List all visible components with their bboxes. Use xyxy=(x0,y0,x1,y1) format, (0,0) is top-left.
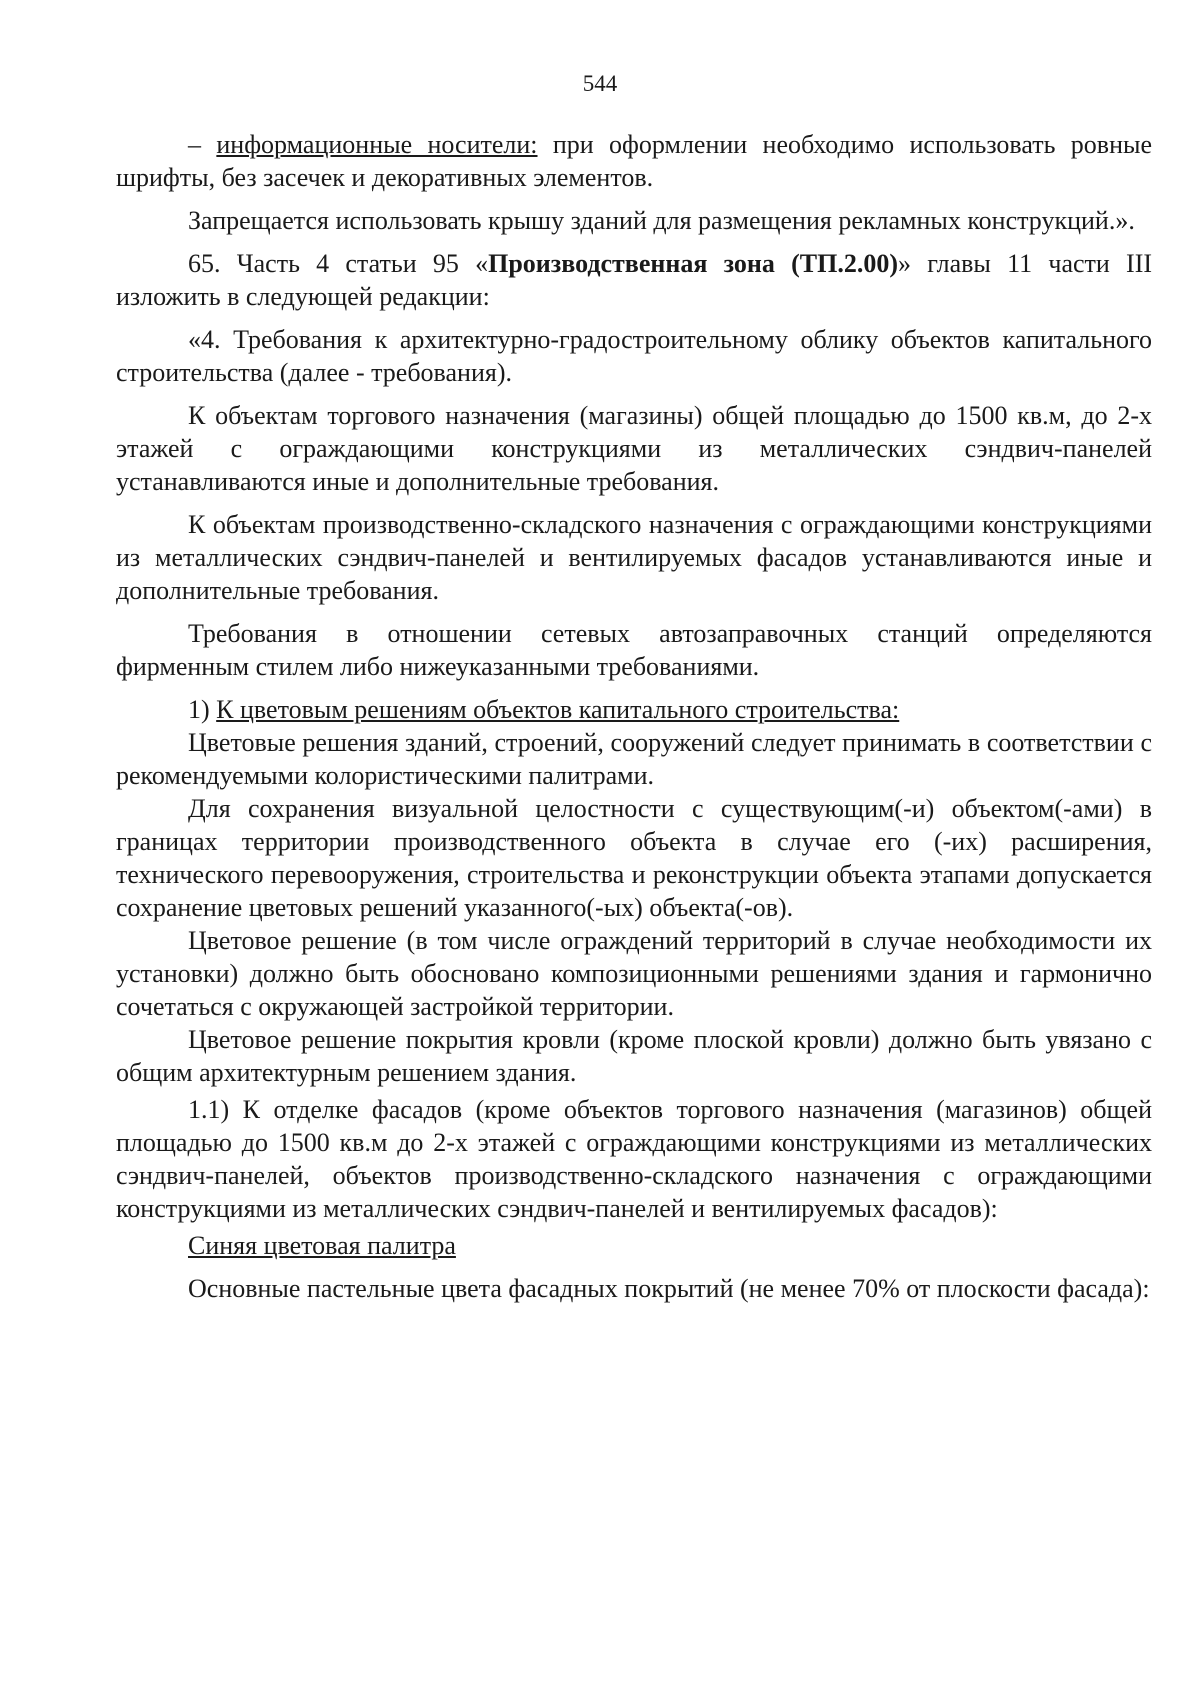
paragraph-color-palettes: Цветовые решения зданий, строений, сооружений следует принимать в соответствии с рекомендуемыми колористическими палитрами. xyxy=(116,728,1152,790)
document-body xyxy=(116,128,1152,1305)
page-number: 544 xyxy=(582,71,618,96)
paragraph-amendment-65 xyxy=(116,247,1152,313)
paragraph-text: при оформлении необходимо использовать ровные шрифты, без засечек и декоративных элементов. xyxy=(116,130,1153,192)
paragraph-blue-palette-heading xyxy=(116,1229,1152,1262)
paragraph-gas-stations: Требования в отношении сетевых автозаправочных станций определяются фирменным стилем либо нижеуказанными требованиями. xyxy=(116,619,1152,681)
paragraph-color-justification: Цветовое решение (в том числе ограждений территорий в случае необходимости их установки) должно быть обосновано композиционными решениями здания и гармонично сочетаться с окружающей застройкой территории. xyxy=(116,926,1152,1021)
paragraph-information-carriers xyxy=(116,128,1152,194)
paragraph-warehouse-objects: К объектам производственно-складского назначения с ограждающими конструкциями из металлических сэндвич-панелей и вентилируемых фасадов устанавливаются иные и дополнительные требования. xyxy=(116,510,1152,605)
paragraph-facade-finishing: 1.1) К отделке фасадов (кроме объектов торгового назначения (магазинов) общей площадью до 1500 кв.м до 2-х этажей с ограждающими конструкциями из металлических сэндвич-панелей, объектов производственно-складского назначения с ограждающими конструкциями из металлических сэндвич-панелей и вентилируемых фасадов): xyxy=(116,1095,1152,1223)
dash: – xyxy=(188,130,217,159)
paragraph-visual-integrity: Для сохранения визуальной целостности с существующим(-и) объектом(-ами) в границах территории производственного объекта в случае его (-их) расширения, технического перевооружения, строительства и реконструкции объекта этапами допускается сохранение цветовых решений указанного(-ых) объекта(-ов). xyxy=(116,794,1152,922)
paragraph-main-colors: Основные пастельные цвета фасадных покрытий (не менее 70% от плоскости фасада): xyxy=(188,1274,1150,1303)
bold-zone-title: Производственная зона (ТП.2.00) xyxy=(488,249,899,278)
paragraph-text: » главы 11 части III изложить в следующей редакции: xyxy=(116,249,1153,311)
item-number: 1) xyxy=(188,695,217,724)
paragraph-trade-objects: К объектам торгового назначения (магазины) общей площадью до 1500 кв.м, до 2-х этажей с ограждающими конструкциями из металлических сэндвич-панелей устанавливаются иные и дополнительные требования. xyxy=(116,401,1152,496)
paragraph-color-solutions-heading xyxy=(116,693,1152,726)
paragraph-requirements-4: «4. Требования к архитектурно-градостроительному облику объектов капитального строительства (далее - требования). xyxy=(116,325,1152,387)
underlined-heading: Синяя цветовая палитра xyxy=(188,1231,456,1260)
underlined-heading: К цветовым решениям объектов капитального строительства: xyxy=(216,695,900,724)
paragraph-roof-prohibition: Запрещается использовать крышу зданий для размещения рекламных конструкций.». xyxy=(188,206,1135,235)
paragraph-text: 65. Часть 4 статьи 95 « xyxy=(188,249,489,278)
paragraph-roof-color: Цветовое решение покрытия кровли (кроме плоской кровли) должно быть увязано с общим архитектурным решением здания. xyxy=(116,1025,1152,1087)
underlined-term: информационные носители: xyxy=(216,130,538,159)
